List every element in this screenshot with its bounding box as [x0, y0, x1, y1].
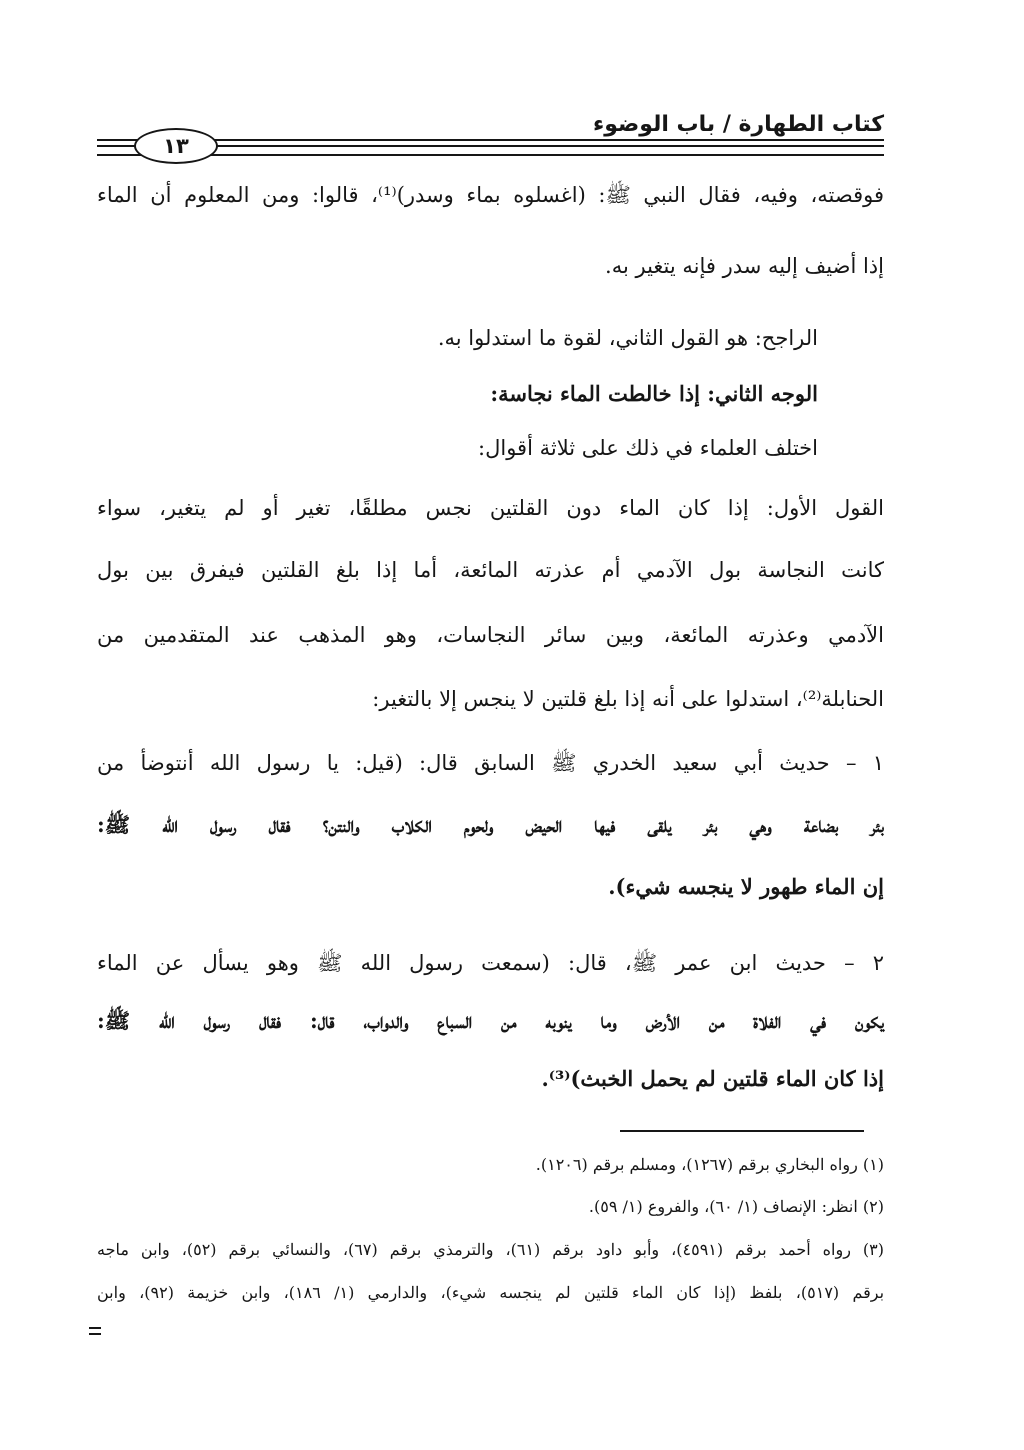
body-line-13: ٢ – حديث ابن عمر ﷺ، قال: (سمعت رسول الله ﷺ وهو يسأل عن الماء	[97, 951, 884, 975]
body-line-8: الآدمي وعذرته المائعة، وبين سائر النجاسات، وهو المذهب عند المتقدمين من	[97, 623, 884, 647]
body-line-2: إذا أضيف إليه سدر فإنه يتغير به.	[605, 254, 884, 278]
footnote-3-line-1: (٣) رواه أحمد برقم (٤٥٩١)، وأبو داود برقم (٦١)، والترمذي برقم (٦٧)، والنسائي برقم (٥٢)، وابن ماجه	[97, 1240, 884, 1259]
continuation-mark	[89, 1327, 101, 1335]
body-line-12: إن الماء طهور لا ينجسه شيء).	[608, 874, 884, 899]
page-header-title: كتاب الطهارة / باب الوضوء	[592, 112, 884, 137]
body-line-11: بئر بضاعة وهي بئر يلقى فيها الحيض ولحوم الكلاب والنتن؟ فقال رسول الله ﷺ:	[97, 812, 884, 837]
body-line-1: فوقصته، وفيه، فقال النبي ﷺ: (اغسلوه بماء وسدر)⁽¹⁾، قالوا: ومن المعلوم أن الماء	[97, 183, 884, 207]
body-line-6: القول الأول: إذا كان الماء دون القلتين نجس مطلقًا، تغير أو لم يتغير، سواء	[97, 496, 884, 520]
footnote-2: (٢) انظر: الإنصاف (١/ ٦٠)، والفروع (١/ ٥٩).	[588, 1197, 884, 1216]
page-number: ١٣	[134, 128, 218, 164]
footnote-separator	[620, 1130, 864, 1132]
body-line-10: ١ – حديث أبي سعيد الخدري ﷺ السابق قال: (قيل: يا رسول الله أنتوضأ من	[97, 751, 884, 775]
footnote-3-line-2: برقم (٥١٧)، بلفظ (إذا كان الماء قلتين لم ينجسه شيء)، والدارمي (١/ ١٨٦)، وابن خزيمة (٩٢)، وابن	[97, 1283, 885, 1302]
footnote-1: (١) رواه البخاري برقم (١٢٦٧)، ومسلم برقم (١٢٠٦).	[535, 1155, 884, 1174]
body-line-9: الحنابلة⁽²⁾، استدلوا على أنه إذا بلغ قلتين لا ينجس إلا بالتغير:	[372, 687, 884, 711]
body-line-4: الوجه الثاني: إذا خالطت الماء نجاسة:	[490, 381, 818, 406]
body-line-3: الراجح: هو القول الثاني، لقوة ما استدلوا به.	[437, 326, 818, 350]
body-line-7: كانت النجاسة بول الآدمي أم عذرته المائعة، أما إذا بلغ القلتين فيفرق بين بول	[97, 558, 884, 582]
body-line-15: إذا كان الماء قلتين لم يحمل الخبث)⁽³⁾.	[541, 1066, 884, 1091]
body-line-5: اختلف العلماء في ذلك على ثلاثة أقوال:	[478, 436, 818, 460]
body-line-14: يكون في الفلاة من الأرض وما ينوبه من السباع والدواب، قال: فقال رسول الله ﷺ:	[97, 1008, 884, 1033]
